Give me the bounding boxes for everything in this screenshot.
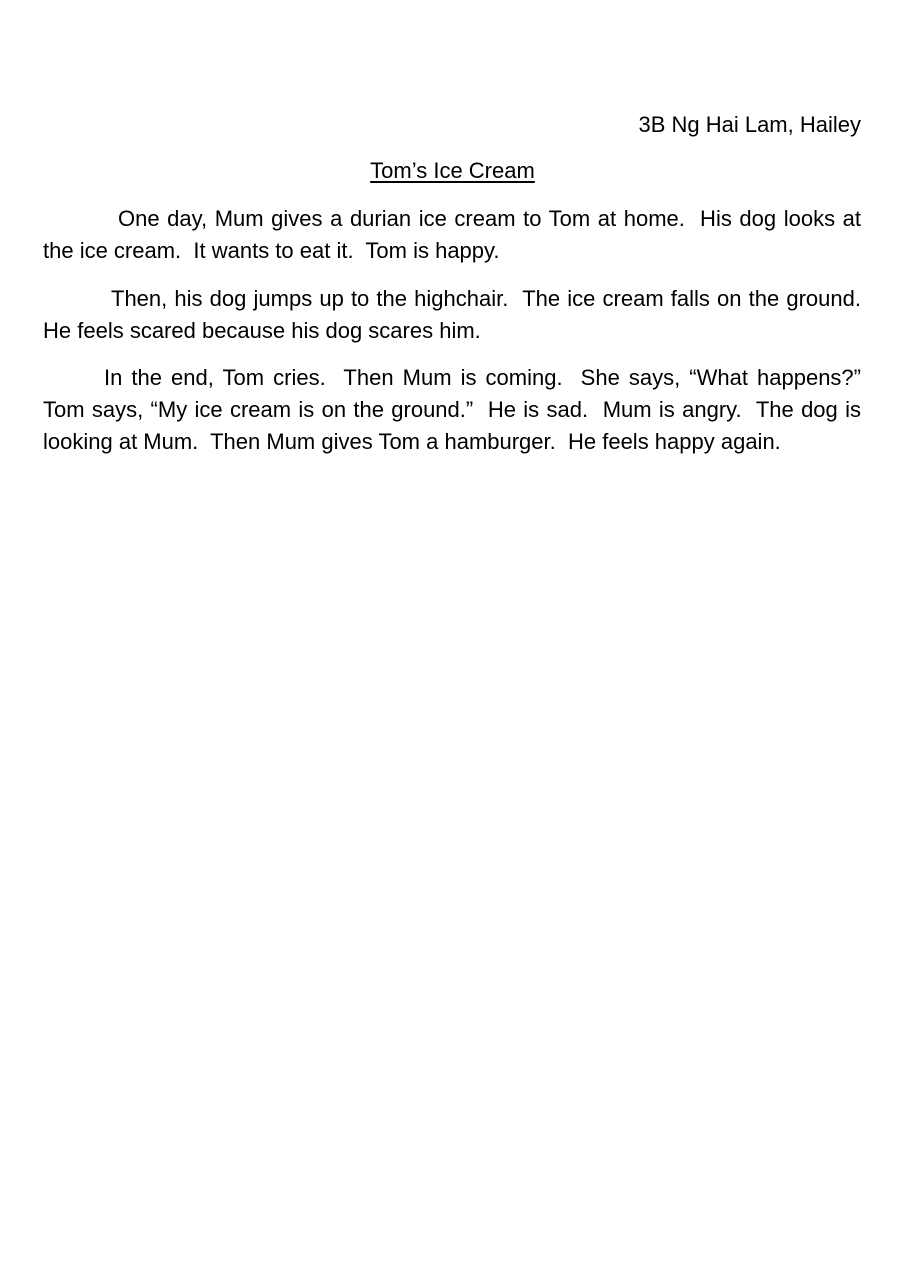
- paragraph-1: One day, Mum gives a durian ice cream to Tom at home. His dog looks at the ice cream. It wants to eat it. Tom is happy.: [43, 206, 868, 263]
- story-title-text: Tom’s Ice Cream: [370, 158, 535, 183]
- paragraph-2: Then, his dog jumps up to the highchair. The ice cream falls on the ground. He feels scared because his dog scares him.: [43, 286, 874, 343]
- author-line: 3B Ng Hai Lam, Hailey: [638, 112, 861, 137]
- paragraph-3: In the end, Tom cries. Then Mum is coming. She says, “What happens?” Tom says, “My ice cream is on the ground.” He is sad. Mum is angry. The dog is looking at Mum. Then Mum gives Tom a hamburger. He feels happy again.: [43, 365, 874, 454]
- story-title: [0, 156, 905, 186]
